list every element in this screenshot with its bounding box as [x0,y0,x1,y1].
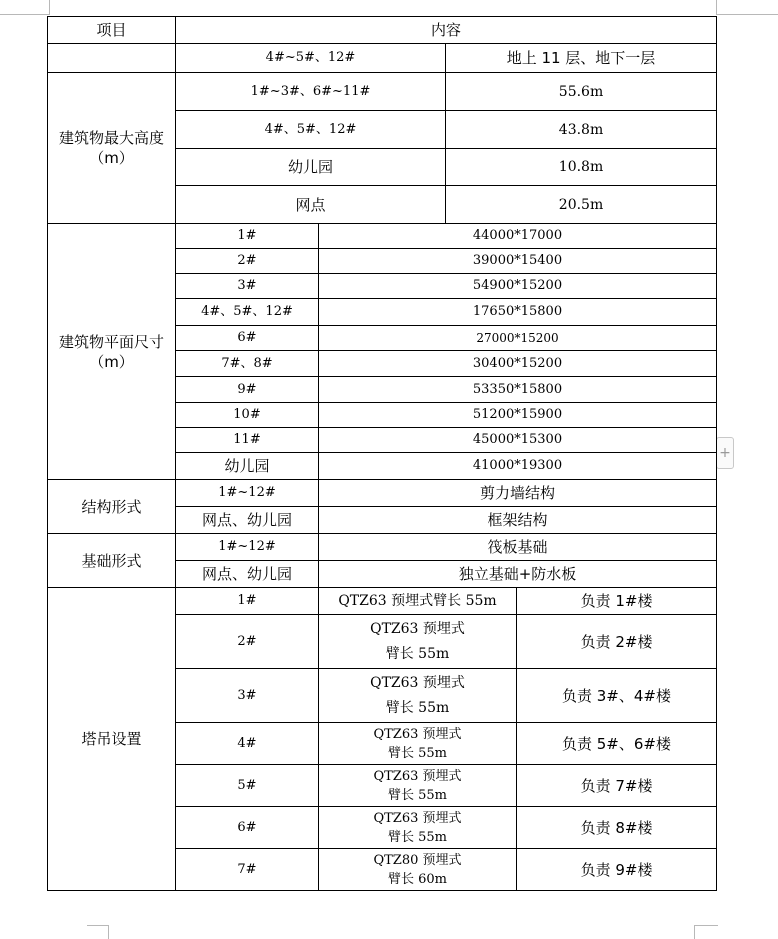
crane-duty: 负责 5#、6#楼 [517,723,717,765]
plan-item: 1# [176,224,319,249]
crane-model [319,615,517,669]
crane-label: 塔吊设置 [48,588,176,891]
crane-model-line2: 臂长 55m [387,787,447,803]
crane-item: 5# [176,765,319,807]
crop-mark-bottom-left-h [87,925,109,926]
foundation-item: 网点、幼儿园 [176,561,319,588]
crane-model-line2: 臂长 55m [385,645,450,662]
plan-label: 建筑物平面尺寸（m） [48,224,176,480]
table-row [48,480,717,507]
crane-model-line1: QTZ80 预埋式 [373,852,462,868]
crane-model [319,849,517,891]
crane-item: 1# [176,588,319,615]
plan-item: 7#、8# [176,351,319,377]
crop-mark-top-right-h [716,14,778,15]
plan-item: 11# [176,428,319,453]
table-row [48,224,717,249]
structure-item: 1#~12# [176,480,319,507]
structure-label: 结构形式 [48,480,176,534]
plan-value: 44000*17000 [319,224,717,249]
crane-model-line1: QTZ63 预埋式 [373,768,462,784]
plan-value: 17650*15800 [319,299,717,326]
crane-model [319,807,517,849]
floors-buildings: 4#~5#、12# [176,44,446,73]
crane-model [319,588,517,615]
crane-model-line2: 臂长 55m [387,745,447,761]
crane-item: 6# [176,807,319,849]
table-row [48,73,717,111]
plan-value: 39000*15400 [319,249,717,274]
crane-model [319,723,517,765]
floors-row [48,44,717,73]
crane-duty: 负责 2#楼 [517,615,717,669]
side-expand-handle[interactable] [716,437,734,469]
foundation-label: 基础形式 [48,534,176,588]
height-value: 55.6m [446,73,717,111]
crop-mark-top-left-v [49,0,50,15]
plan-item: 10# [176,403,319,428]
crane-model-line2: 臂长 60m [387,871,447,887]
header-content: 内容 [176,17,717,44]
floors-label-empty [48,44,176,73]
plan-item: 9# [176,377,319,403]
plan-item: 幼儿园 [176,453,319,480]
structure-value: 剪力墙结构 [319,480,717,507]
plan-item: 4#、5#、12# [176,299,319,326]
crane-model-line2: 臂长 55m [387,829,447,845]
crane-duty: 负责 1#楼 [517,588,717,615]
plan-value: 41000*19300 [319,453,717,480]
plan-value: 30400*15200 [319,351,717,377]
crane-model-line1: QTZ63 预埋式 [370,674,465,691]
plan-value: 54900*15200 [319,274,717,299]
crop-mark-top-right-v [716,0,717,15]
height-item: 网点 [176,186,446,224]
foundation-item: 1#~12# [176,534,319,561]
crane-model-line1: QTZ63 预埋式 [370,620,465,637]
plan-value: 45000*15300 [319,428,717,453]
crane-model [319,765,517,807]
crane-duty: 负责 7#楼 [517,765,717,807]
project-overview-table [47,16,717,891]
height-value: 43.8m [446,111,717,149]
crane-model [319,669,517,723]
table-header-row [48,17,717,44]
plan-item: 3# [176,274,319,299]
crop-mark-bottom-right-v [694,925,695,939]
crane-model-line1: QTZ63 预埋式臂长 55m [338,593,497,609]
crane-item: 7# [176,849,319,891]
structure-item: 网点、幼儿园 [176,507,319,534]
foundation-value: 筏板基础 [319,534,717,561]
plan-value: 53350*15800 [319,377,717,403]
height-item: 1#~3#、6#~11# [176,73,446,111]
height-item: 4#、5#、12# [176,111,446,149]
plan-value: 51200*15900 [319,403,717,428]
crane-model-line1: QTZ63 预埋式 [373,726,462,742]
height-label: 建筑物最大高度（m） [48,73,176,224]
header-item: 项目 [48,17,176,44]
plus-icon: + [719,445,731,461]
crane-item: 3# [176,669,319,723]
crop-mark-top-left-h [0,14,50,15]
height-value: 10.8m [446,149,717,186]
crane-duty: 负责 3#、4#楼 [517,669,717,723]
crop-mark-bottom-right-h [694,925,718,926]
structure-value: 框架结构 [319,507,717,534]
crane-item: 2# [176,615,319,669]
crane-model-line2: 臂长 55m [385,699,450,716]
height-value: 20.5m [446,186,717,224]
crane-duty: 负责 8#楼 [517,807,717,849]
floors-value: 地上 11 层、地下一层 [446,44,717,73]
table-row [48,588,717,615]
plan-item: 6# [176,326,319,351]
crane-duty: 负责 9#楼 [517,849,717,891]
crane-model-line1: QTZ63 预埋式 [373,810,462,826]
plan-item: 2# [176,249,319,274]
crane-item: 4# [176,723,319,765]
height-item: 幼儿园 [176,149,446,186]
table-row [48,534,717,561]
plan-value: 27000*15200 [319,326,717,351]
foundation-value: 独立基础+防水板 [319,561,717,588]
crop-mark-bottom-left-v [108,925,109,939]
